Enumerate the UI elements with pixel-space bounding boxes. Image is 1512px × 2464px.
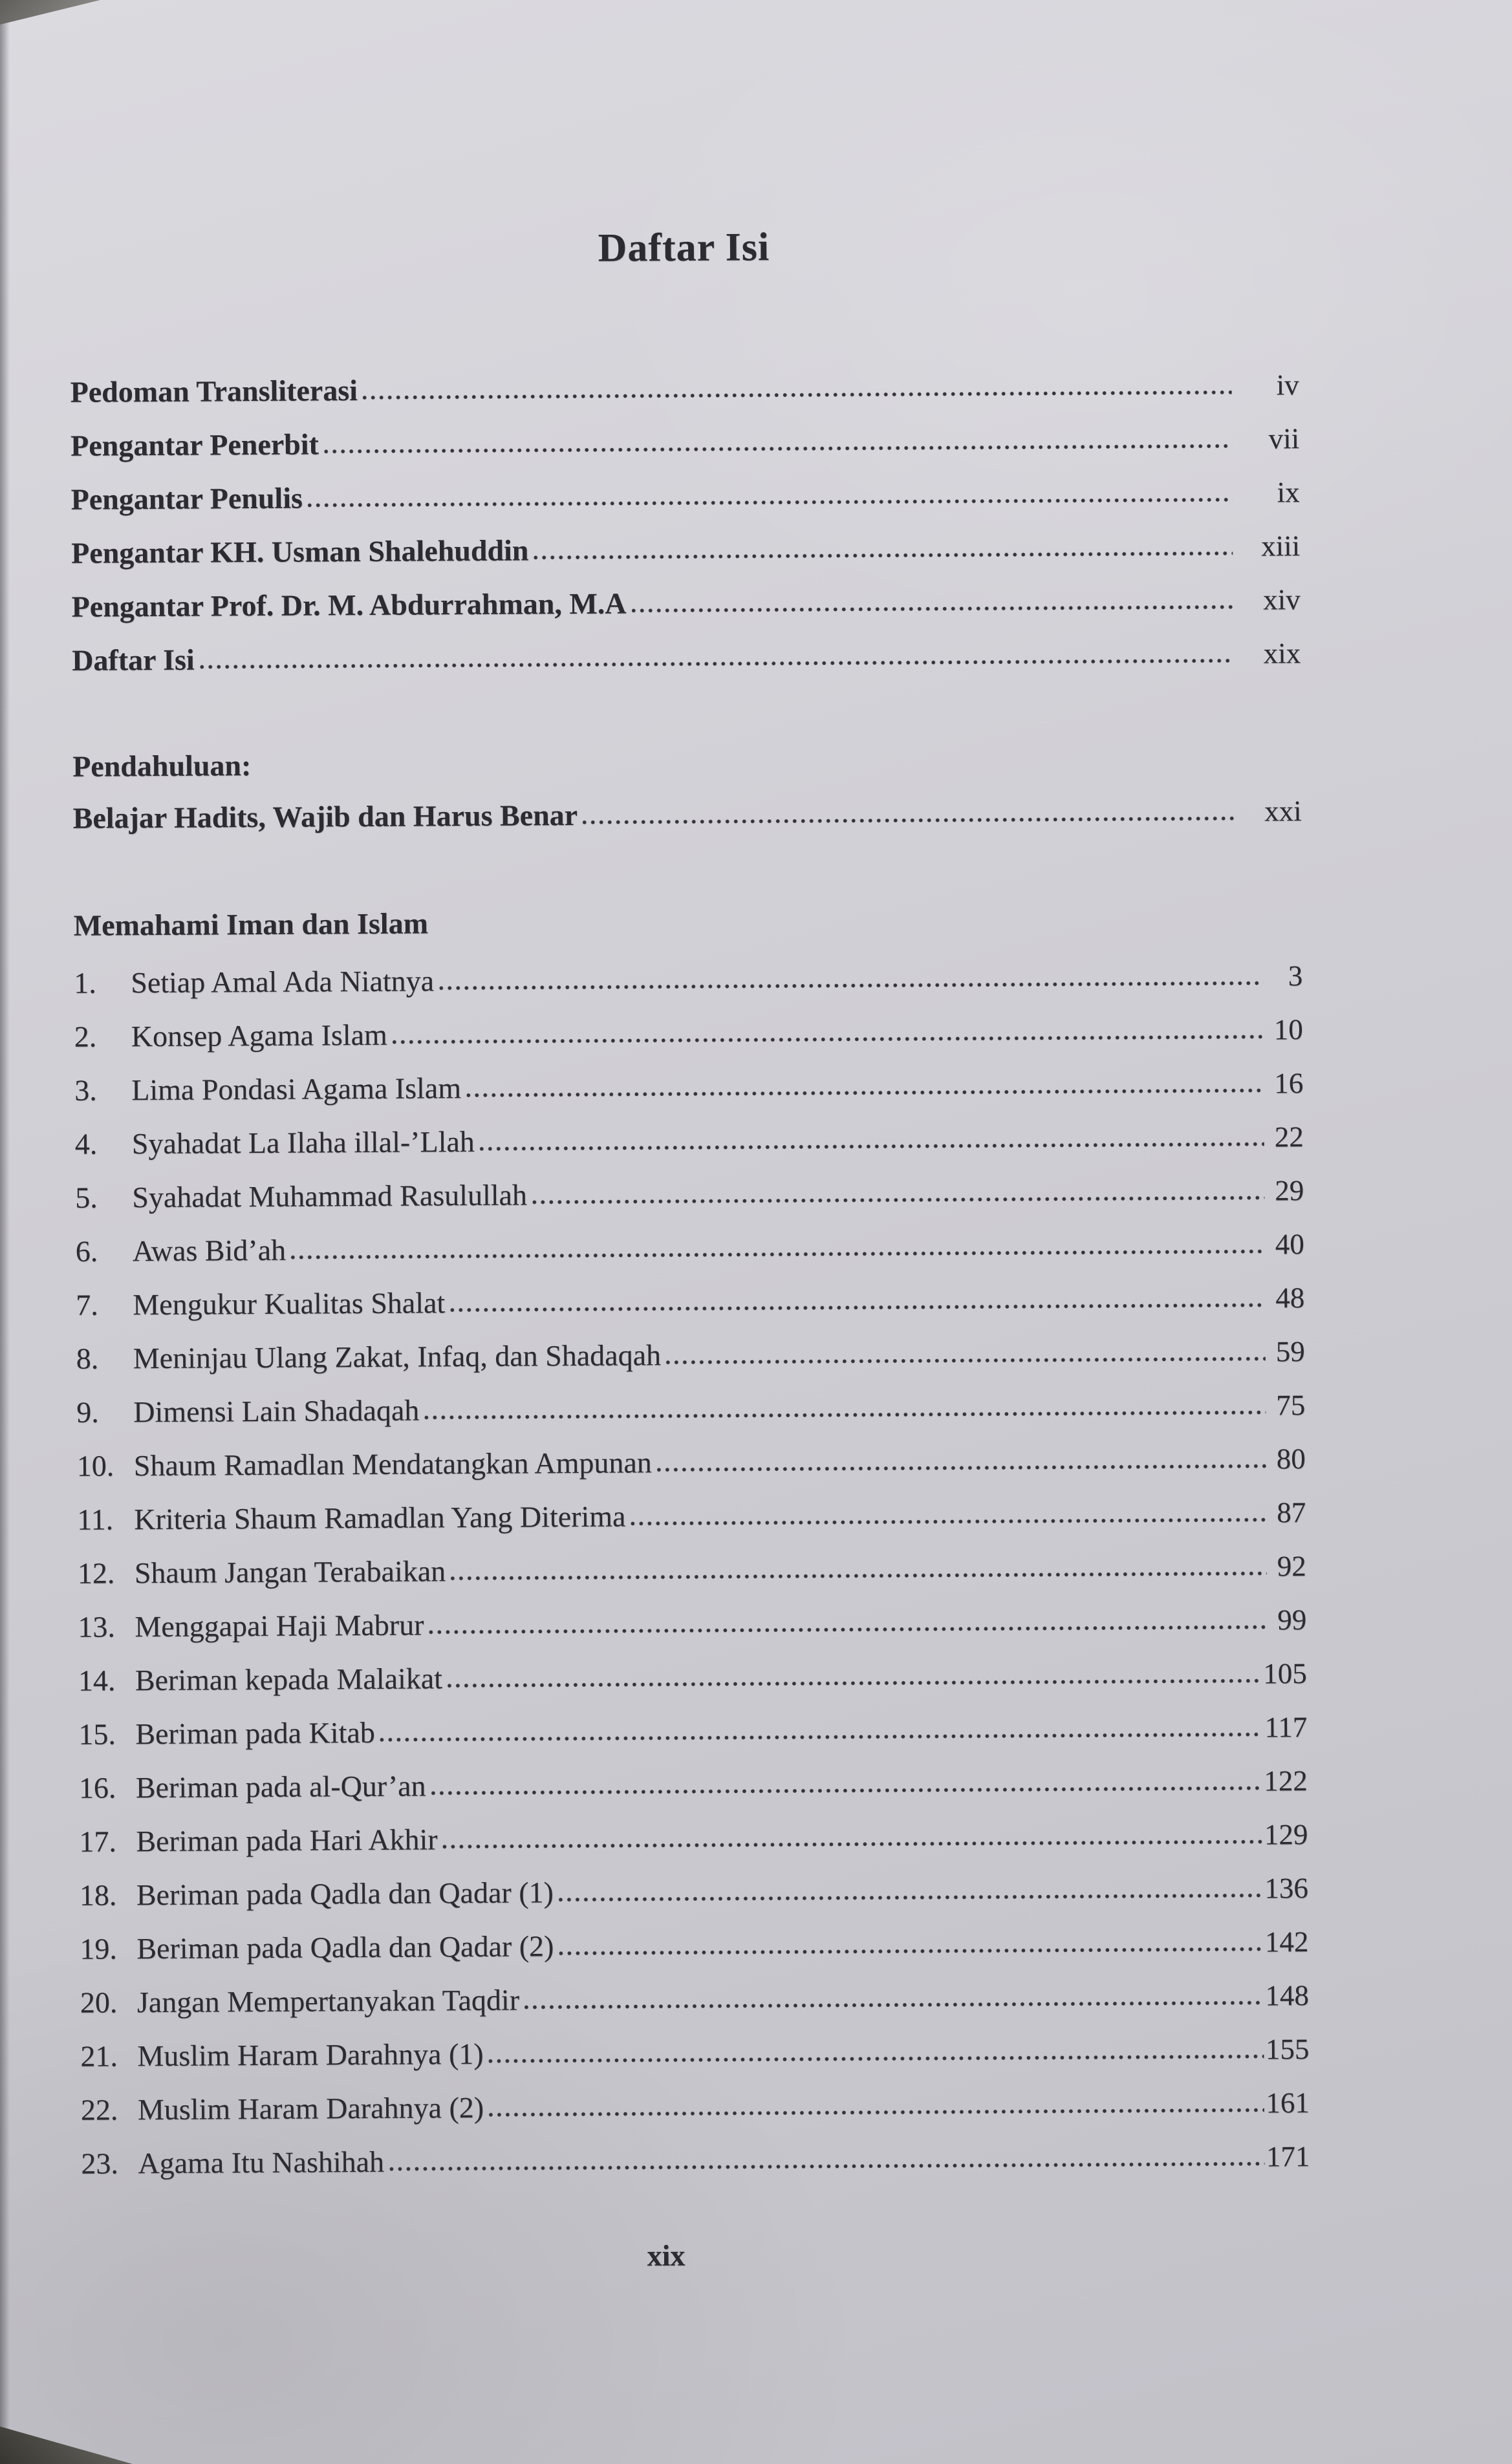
toc-row [70, 347, 1299, 409]
toc-item-row [76, 1314, 1304, 1375]
toc-page-number: 87 [1277, 1496, 1306, 1529]
toc-page-number: 142 [1264, 1925, 1309, 1958]
toc-item-number: 5. [75, 1181, 98, 1215]
dot-leader [631, 1517, 1266, 1526]
toc-item-number: 21. [80, 2039, 118, 2073]
dot-leader [431, 1786, 1262, 1796]
toc-item-row [76, 1367, 1305, 1429]
toc-item-number: 11. [77, 1503, 114, 1537]
toc-page-number: 136 [1264, 1872, 1309, 1905]
toc-item-number: 4. [74, 1127, 98, 1161]
toc-item-number: 3. [74, 1073, 97, 1108]
toc-item-number: 10. [76, 1449, 114, 1483]
toc-page-number: 48 [1275, 1281, 1305, 1314]
toc-entry-label: Shaum Ramadlan Mendatangkan Ampunan [133, 1446, 652, 1483]
toc-item-number: 6. [75, 1234, 98, 1269]
toc-page-number: xxi [1264, 795, 1302, 828]
pendahuluan-entry-row [72, 775, 1301, 835]
toc-item-row [77, 1528, 1306, 1590]
toc-entry-label: Beriman pada al-Qur’an [135, 1769, 426, 1805]
toc-entry-label: Meninjau Ulang Zakat, Infaq, dan Shadaqah [133, 1338, 662, 1375]
toc-entry-label: Dimensi Lain Shadaqah [133, 1393, 420, 1429]
dot-leader [489, 2054, 1264, 2064]
pendahuluan-heading-row [72, 723, 1301, 783]
toc-row [71, 562, 1300, 623]
items-list [74, 938, 1310, 2180]
toc-item-number: 18. [79, 1878, 117, 1912]
toc-item-number: 14. [78, 1664, 116, 1698]
dot-leader [532, 1195, 1264, 1205]
toc-page-number: 3 [1288, 959, 1303, 992]
toc-page-number: 117 [1264, 1711, 1308, 1744]
dot-leader [524, 2000, 1263, 2010]
photo-corner-shadow-bottom-left [0, 2427, 133, 2464]
toc-entry-label: Konsep Agama Islam [131, 1018, 387, 1053]
toc-item-number: 17. [79, 1825, 117, 1859]
section-heading: Memahami Iman dan Islam [73, 906, 429, 943]
dot-leader [489, 2108, 1264, 2117]
toc-item-number: 8. [76, 1342, 99, 1376]
page-title: Daftar Isi [598, 225, 770, 270]
toc-page-number: 122 [1264, 1764, 1308, 1797]
dot-leader [666, 1356, 1266, 1365]
toc-page-number: 22 [1274, 1120, 1304, 1153]
toc-page-number: 171 [1266, 2140, 1310, 2173]
toc-item-row [78, 1689, 1307, 1751]
dot-leader [448, 1678, 1261, 1689]
toc-item-row [81, 2119, 1310, 2180]
dot-leader [380, 1732, 1263, 1742]
left-edge-shadow [0, 0, 10, 2464]
dot-leader [200, 658, 1233, 670]
pendahuluan-heading: Pendahuluan: [72, 749, 252, 784]
section-heading-row [73, 883, 1302, 942]
toc-item-row [79, 1743, 1308, 1805]
toc-entry-label: Daftar Isi [72, 643, 195, 678]
toc-item-number: 12. [77, 1556, 115, 1591]
toc-item-row [74, 992, 1302, 1053]
toc-item-row [76, 1421, 1305, 1483]
dot-leader [559, 1947, 1263, 1956]
toc-item-row [75, 1153, 1304, 1214]
toc-page-number: xiv [1263, 583, 1301, 616]
toc-entry-label: Muslim Haram Darahnya (1) [137, 2037, 484, 2073]
toc-page-number: 92 [1277, 1550, 1306, 1583]
toc-item-row [80, 1958, 1309, 2019]
toc-item-row [74, 938, 1302, 1000]
toc-page-number: 40 [1275, 1228, 1304, 1261]
toc-item-row [78, 1582, 1306, 1644]
toc-entry-label: Syahadat La Ilaha illal-’Llah [131, 1125, 475, 1161]
toc-item-row [74, 1045, 1303, 1107]
toc-entry-label: Beriman pada Qadla dan Qadar (1) [136, 1876, 554, 1912]
toc-page-number: iv [1276, 369, 1299, 402]
toc-entry-label: Kriteria Shaum Ramadlan Yang Diterima [134, 1499, 626, 1536]
toc-entry-label: Awas Bid’ah [132, 1234, 286, 1268]
toc-entry-label: Agama Itu Nashihah [138, 2145, 385, 2180]
toc-item-number: 7. [76, 1288, 98, 1322]
toc-entry-label: Beriman pada Qadla dan Qadar (2) [136, 1929, 554, 1966]
dot-leader [632, 605, 1233, 614]
toc-item-number: 9. [76, 1395, 99, 1430]
dot-leader [389, 2161, 1264, 2172]
toc-page-number: 10 [1273, 1013, 1303, 1046]
toc-entry-label: Pengantar KH. Usman Shalehuddin [71, 533, 529, 570]
toc-page-number: ix [1277, 476, 1300, 509]
toc-item-number: 19. [80, 1932, 118, 1966]
toc-page-number: xiii [1261, 530, 1301, 562]
toc-entry-label: Beriman pada Kitab [135, 1716, 375, 1751]
toc-entry-label: Beriman pada Hari Akhir [136, 1823, 438, 1858]
toc-entry-label: Menggapai Haji Mabrur [135, 1608, 424, 1644]
toc-page-number: 161 [1266, 2086, 1310, 2119]
toc-page-number: 16 [1274, 1067, 1304, 1100]
toc-entry-label: Syahadat Muhammad Rasulullah [132, 1178, 528, 1214]
dot-leader [439, 980, 1263, 991]
dot-leader [363, 390, 1232, 400]
toc-page-number: 80 [1276, 1442, 1306, 1475]
toc-row [70, 455, 1299, 516]
toc-entry-label: Lima Pondasi Agama Islam [131, 1071, 462, 1107]
toc-entry-label: Pengantar Penerbit [70, 427, 319, 463]
dot-leader [393, 1034, 1264, 1044]
dot-leader [451, 1570, 1267, 1581]
toc-page-number: 148 [1265, 1979, 1310, 2012]
toc-item-number: 23. [81, 2147, 119, 2181]
toc-page-number: 99 [1277, 1603, 1307, 1636]
front-matter-list [70, 347, 1301, 677]
toc-page-number: xix [1263, 637, 1301, 670]
toc-page-number: vii [1268, 422, 1300, 455]
toc-item-number: 16. [78, 1771, 116, 1805]
toc-entry-label: Jangan Mempertanyakan Taqdir [136, 1983, 520, 2019]
toc-entry-label: Setiap Amal Ada Niatnya [131, 964, 435, 1000]
toc-item-number: 15. [78, 1717, 116, 1752]
toc-page-number: 129 [1264, 1818, 1308, 1851]
dot-leader [429, 1624, 1267, 1634]
toc-item-number: 13. [78, 1610, 116, 1644]
dot-leader [559, 1893, 1263, 1903]
toc-item-number: 2. [74, 1020, 97, 1054]
dot-leader [450, 1302, 1265, 1312]
dot-leader [466, 1087, 1264, 1098]
dot-leader [480, 1141, 1264, 1151]
dot-leader [443, 1839, 1262, 1850]
dot-leader [324, 444, 1232, 455]
pendahuluan-block [72, 723, 1302, 835]
toc-entry-label: Pedoman Transliterasi [70, 374, 358, 409]
toc-row [70, 401, 1299, 462]
toc-row [72, 616, 1301, 677]
toc-entry-label: Pengantar Prof. Dr. M. Abdurrahman, M.A [71, 586, 627, 624]
toc-entry-label: Shaum Jangan Terabaikan [134, 1554, 446, 1590]
toc-item-row [80, 2011, 1309, 2073]
toc-item-number: 22. [80, 2093, 118, 2127]
toc-item-row [78, 1636, 1307, 1697]
toc-row [71, 508, 1300, 570]
toc-item-row [80, 1850, 1308, 1912]
toc-entry-label: Muslim Haram Darahnya (2) [137, 2091, 484, 2127]
pendahuluan-entry-label: Belajar Hadits, Wajib dan Harus Benar [72, 798, 578, 835]
dot-leader [534, 551, 1233, 561]
toc-page-number: 59 [1275, 1335, 1305, 1368]
toc-item-row [80, 1904, 1308, 1966]
dot-leader [424, 1409, 1266, 1420]
toc-item-row [76, 1260, 1304, 1322]
toc-page-number: 75 [1276, 1389, 1306, 1422]
section-block [73, 883, 1310, 2180]
toc-entry-label: Pengantar Penulis [70, 481, 303, 517]
toc-entry-label: Beriman kepada Malaikat [135, 1662, 443, 1697]
footer-page-number: xix [647, 2238, 686, 2273]
dot-leader [583, 816, 1235, 825]
toc-item-row [75, 1206, 1304, 1268]
toc-item-row [77, 1475, 1306, 1536]
toc-page-number: 29 [1275, 1174, 1304, 1207]
dot-leader [291, 1248, 1265, 1259]
toc-content [68, 0, 1310, 2180]
dot-leader [308, 497, 1233, 508]
toc-item-row [74, 1099, 1303, 1161]
toc-page-number: 105 [1263, 1657, 1307, 1690]
toc-item-number: 20. [80, 1986, 118, 2020]
toc-page-number: 155 [1265, 2033, 1310, 2066]
toc-item-row [79, 1797, 1308, 1858]
toc-entry-label: Mengukur Kualitas Shalat [133, 1286, 446, 1322]
toc-item-row [81, 2065, 1310, 2127]
toc-item-number: 1. [74, 966, 96, 1000]
dot-leader [657, 1463, 1266, 1472]
